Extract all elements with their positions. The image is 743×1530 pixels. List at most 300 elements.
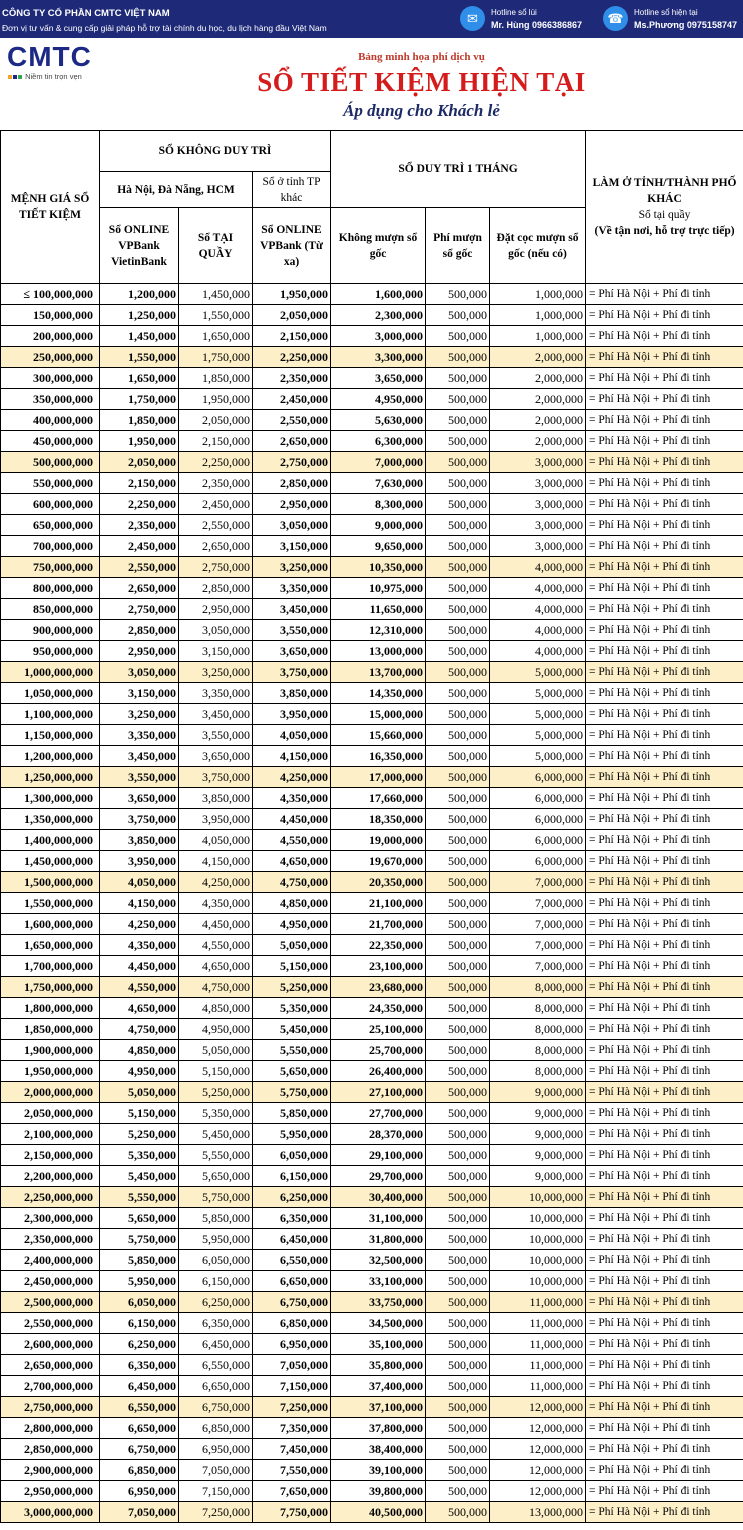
table-cell: 5,750,000 bbox=[179, 1187, 253, 1208]
table-cell: 500,000 bbox=[426, 326, 490, 347]
table-cell: 500,000 bbox=[426, 704, 490, 725]
table-cell: = Phí Hà Nội + Phí đi tỉnh bbox=[586, 725, 743, 746]
table-cell: 10,000,000 bbox=[490, 1271, 586, 1292]
table-cell: 3,550,000 bbox=[100, 767, 179, 788]
table-cell: 500,000 bbox=[426, 473, 490, 494]
table-cell: = Phí Hà Nội + Phí đi tỉnh bbox=[586, 620, 743, 641]
table-cell: 650,000,000 bbox=[1, 515, 100, 536]
table-cell: 5,350,000 bbox=[253, 998, 331, 1019]
table-cell: 4,050,000 bbox=[100, 872, 179, 893]
hotline-hien-tai-label: Hotline sổ hiện tại bbox=[634, 8, 698, 17]
table-cell: 250,000,000 bbox=[1, 347, 100, 368]
table-cell: = Phí Hà Nội + Phí đi tỉnh bbox=[586, 830, 743, 851]
table-cell: 4,250,000 bbox=[253, 767, 331, 788]
table-cell: 3,050,000 bbox=[179, 620, 253, 641]
table-cell: 2,750,000,000 bbox=[1, 1397, 100, 1418]
table-cell: 5,150,000 bbox=[253, 956, 331, 977]
table-cell: 2,700,000,000 bbox=[1, 1376, 100, 1397]
table-cell: 23,100,000 bbox=[331, 956, 426, 977]
table-cell: 2,550,000 bbox=[179, 515, 253, 536]
table-cell: 500,000 bbox=[426, 767, 490, 788]
table-cell: 1,000,000 bbox=[490, 305, 586, 326]
table-cell: 3,250,000 bbox=[100, 704, 179, 725]
table-cell: 3,000,000 bbox=[490, 515, 586, 536]
table-cell: 500,000 bbox=[426, 1229, 490, 1250]
table-cell: 31,100,000 bbox=[331, 1208, 426, 1229]
table-cell: 2,550,000 bbox=[253, 410, 331, 431]
table-row bbox=[1, 893, 743, 914]
table-cell: 1,600,000 bbox=[331, 284, 426, 305]
table-cell: 6,650,000 bbox=[179, 1376, 253, 1397]
table-cell: 30,400,000 bbox=[331, 1187, 426, 1208]
table-cell: 1,700,000,000 bbox=[1, 956, 100, 977]
table-cell: 2,400,000,000 bbox=[1, 1250, 100, 1271]
table-cell: 500,000 bbox=[426, 1376, 490, 1397]
table-row bbox=[1, 809, 743, 830]
table-cell: = Phí Hà Nội + Phí đi tỉnh bbox=[586, 452, 743, 473]
table-cell: 23,680,000 bbox=[331, 977, 426, 998]
table-cell: 500,000 bbox=[426, 1061, 490, 1082]
table-cell: 1,150,000,000 bbox=[1, 725, 100, 746]
table-cell: = Phí Hà Nội + Phí đi tỉnh bbox=[586, 893, 743, 914]
table-row bbox=[1, 767, 743, 788]
header-dat-coc: Đặt cọc mượn sổ gốc (nếu có) bbox=[490, 208, 586, 284]
table-cell: 3,650,000 bbox=[179, 746, 253, 767]
table-row bbox=[1, 830, 743, 851]
table-row bbox=[1, 494, 743, 515]
table-cell: 21,100,000 bbox=[331, 893, 426, 914]
company-tagline: Đơn vị tư vấn & cung cấp giải pháp hỗ trợ tài chính du học, du lịch hàng đầu Việt Nam bbox=[2, 23, 327, 33]
table-row bbox=[1, 473, 743, 494]
table-cell: 6,950,000 bbox=[100, 1481, 179, 1502]
table-cell: 4,750,000 bbox=[253, 872, 331, 893]
table-cell: 2,650,000 bbox=[100, 578, 179, 599]
table-cell: = Phí Hà Nội + Phí đi tỉnh bbox=[586, 872, 743, 893]
table-cell: 3,250,000 bbox=[253, 557, 331, 578]
table-cell: 500,000 bbox=[426, 305, 490, 326]
table-cell: 2,000,000 bbox=[490, 431, 586, 452]
table-cell: 3,650,000 bbox=[253, 641, 331, 662]
table-cell: 4,150,000 bbox=[100, 893, 179, 914]
table-cell: = Phí Hà Nội + Phí đi tỉnh bbox=[586, 410, 743, 431]
table-cell: 2,150,000 bbox=[253, 326, 331, 347]
table-cell: 6,150,000 bbox=[253, 1166, 331, 1187]
table-cell: 6,250,000 bbox=[253, 1187, 331, 1208]
table-row bbox=[1, 347, 743, 368]
table-cell: 6,350,000 bbox=[100, 1355, 179, 1376]
table-cell: 500,000 bbox=[426, 389, 490, 410]
table-cell: 16,350,000 bbox=[331, 746, 426, 767]
table-cell: 1,250,000 bbox=[100, 305, 179, 326]
table-row bbox=[1, 662, 743, 683]
table-row bbox=[1, 389, 743, 410]
table-cell: 1,550,000 bbox=[100, 347, 179, 368]
table-cell: 4,000,000 bbox=[490, 620, 586, 641]
table-body bbox=[1, 284, 743, 1523]
top-bar bbox=[0, 0, 743, 38]
table-cell: 27,700,000 bbox=[331, 1103, 426, 1124]
table-cell: = Phí Hà Nội + Phí đi tỉnh bbox=[586, 767, 743, 788]
table-cell: 6,000,000 bbox=[490, 767, 586, 788]
table-cell: 10,350,000 bbox=[331, 557, 426, 578]
table-cell: 7,250,000 bbox=[179, 1502, 253, 1523]
header-menh-gia: MỆNH GIÁ SỔ TIẾT KIỆM bbox=[1, 131, 100, 284]
table-cell: 1,650,000 bbox=[100, 368, 179, 389]
table-row bbox=[1, 935, 743, 956]
table-cell: 4,450,000 bbox=[100, 956, 179, 977]
table-cell: 7,000,000 bbox=[490, 893, 586, 914]
table-cell: 5,150,000 bbox=[100, 1103, 179, 1124]
table-cell: 5,050,000 bbox=[179, 1040, 253, 1061]
table-cell: 4,350,000 bbox=[179, 893, 253, 914]
table-cell: 6,250,000 bbox=[100, 1334, 179, 1355]
table-cell: 2,000,000,000 bbox=[1, 1082, 100, 1103]
table-cell: = Phí Hà Nội + Phí đi tỉnh bbox=[586, 935, 743, 956]
table-cell: 5,000,000 bbox=[490, 746, 586, 767]
table-cell: 6,050,000 bbox=[179, 1250, 253, 1271]
table-cell: 2,450,000 bbox=[253, 389, 331, 410]
table-cell: = Phí Hà Nội + Phí đi tỉnh bbox=[586, 809, 743, 830]
table-cell: 3,000,000 bbox=[490, 494, 586, 515]
table-cell: 26,400,000 bbox=[331, 1061, 426, 1082]
table-cell: 4,450,000 bbox=[179, 914, 253, 935]
table-cell: 500,000 bbox=[426, 662, 490, 683]
table-row bbox=[1, 1502, 743, 1523]
table-cell: = Phí Hà Nội + Phí đi tỉnh bbox=[586, 1019, 743, 1040]
hotline-lui-label: Hotline sổ lùi bbox=[491, 8, 537, 17]
table-cell: 5,250,000 bbox=[253, 977, 331, 998]
table-cell: 29,700,000 bbox=[331, 1166, 426, 1187]
table-row bbox=[1, 1334, 743, 1355]
table-cell: 4,550,000 bbox=[100, 977, 179, 998]
header-tai-quay: Sổ TẠI QUẦY bbox=[179, 208, 253, 284]
table-cell: 4,650,000 bbox=[179, 956, 253, 977]
table-cell: 3,750,000 bbox=[100, 809, 179, 830]
table-cell: 500,000 bbox=[426, 410, 490, 431]
table-cell: 17,660,000 bbox=[331, 788, 426, 809]
hotline-hien-tai-number[interactable]: Ms.Phương 0975158747 bbox=[634, 20, 737, 30]
table-cell: 1,800,000,000 bbox=[1, 998, 100, 1019]
table-cell: 550,000,000 bbox=[1, 473, 100, 494]
table-cell: 6,750,000 bbox=[179, 1397, 253, 1418]
table-row bbox=[1, 1376, 743, 1397]
table-cell: 4,350,000 bbox=[100, 935, 179, 956]
table-cell: 9,000,000 bbox=[490, 1124, 586, 1145]
table-cell: = Phí Hà Nội + Phí đi tỉnh bbox=[586, 746, 743, 767]
table-cell: 5,850,000 bbox=[253, 1103, 331, 1124]
table-cell: 2,200,000,000 bbox=[1, 1166, 100, 1187]
table-cell: 2,150,000,000 bbox=[1, 1145, 100, 1166]
table-cell: 11,000,000 bbox=[490, 1376, 586, 1397]
table-cell: 6,650,000 bbox=[253, 1271, 331, 1292]
table-cell: 27,100,000 bbox=[331, 1082, 426, 1103]
table-row bbox=[1, 536, 743, 557]
table-cell: 500,000 bbox=[426, 746, 490, 767]
table-cell: 11,000,000 bbox=[490, 1334, 586, 1355]
table-cell: 2,650,000,000 bbox=[1, 1355, 100, 1376]
table-cell: 2,150,000 bbox=[100, 473, 179, 494]
table-row bbox=[1, 1040, 743, 1061]
table-cell: 2,350,000 bbox=[179, 473, 253, 494]
table-cell: 2,500,000,000 bbox=[1, 1292, 100, 1313]
table-row bbox=[1, 998, 743, 1019]
table-cell: = Phí Hà Nội + Phí đi tỉnh bbox=[586, 1292, 743, 1313]
table-cell: 7,000,000 bbox=[490, 872, 586, 893]
table-cell: = Phí Hà Nội + Phí đi tỉnh bbox=[586, 1229, 743, 1250]
hotline-lui-number[interactable]: Mr. Hùng 0966386867 bbox=[491, 20, 583, 30]
table-cell: 5,550,000 bbox=[100, 1187, 179, 1208]
table-row bbox=[1, 305, 743, 326]
header-duy-tri: SỔ DUY TRÌ 1 THÁNG bbox=[331, 131, 586, 208]
table-cell: 6,250,000 bbox=[179, 1292, 253, 1313]
table-cell: 3,350,000 bbox=[179, 683, 253, 704]
table-cell: 500,000 bbox=[426, 1166, 490, 1187]
table-row bbox=[1, 1208, 743, 1229]
table-cell: 7,550,000 bbox=[253, 1460, 331, 1481]
table-cell: 500,000 bbox=[426, 872, 490, 893]
table-cell: 38,400,000 bbox=[331, 1439, 426, 1460]
table-row bbox=[1, 956, 743, 977]
table-cell: 3,450,000 bbox=[100, 746, 179, 767]
table-cell: 1,950,000 bbox=[100, 431, 179, 452]
table-cell: 13,700,000 bbox=[331, 662, 426, 683]
table-cell: = Phí Hà Nội + Phí đi tỉnh bbox=[586, 1376, 743, 1397]
table-cell: 900,000,000 bbox=[1, 620, 100, 641]
table-cell: 2,250,000,000 bbox=[1, 1187, 100, 1208]
table-cell: 6,000,000 bbox=[490, 851, 586, 872]
table-cell: 2,550,000,000 bbox=[1, 1313, 100, 1334]
table-cell: 3,950,000 bbox=[100, 851, 179, 872]
table-cell: 1,350,000,000 bbox=[1, 809, 100, 830]
table-cell: 5,000,000 bbox=[490, 725, 586, 746]
table-cell: 39,800,000 bbox=[331, 1481, 426, 1502]
table-cell: = Phí Hà Nội + Phí đi tỉnh bbox=[586, 578, 743, 599]
header-tinh-khac: Sổ ở tỉnh TP khác bbox=[253, 172, 331, 208]
table-cell: 33,100,000 bbox=[331, 1271, 426, 1292]
table-cell: 11,000,000 bbox=[490, 1292, 586, 1313]
table-cell: 11,650,000 bbox=[331, 599, 426, 620]
table-cell: 3,150,000 bbox=[179, 641, 253, 662]
page-title: SỔ TIẾT KIỆM HIỆN TẠI bbox=[257, 67, 586, 97]
table-cell: 3,850,000 bbox=[179, 788, 253, 809]
table-cell: 2,350,000,000 bbox=[1, 1229, 100, 1250]
table-cell: 6,450,000 bbox=[253, 1229, 331, 1250]
table-row bbox=[1, 1124, 743, 1145]
table-cell: = Phí Hà Nội + Phí đi tỉnh bbox=[586, 1502, 743, 1523]
table-cell: 7,350,000 bbox=[253, 1418, 331, 1439]
table-cell: 7,450,000 bbox=[253, 1439, 331, 1460]
table-cell: 9,000,000 bbox=[490, 1103, 586, 1124]
apply-note: Áp dụng cho Khách lẻ bbox=[343, 101, 500, 120]
table-cell: 500,000 bbox=[426, 599, 490, 620]
table-cell: 6,950,000 bbox=[179, 1439, 253, 1460]
table-cell: 500,000 bbox=[426, 641, 490, 662]
table-cell: 4,950,000 bbox=[179, 1019, 253, 1040]
table-cell: 8,000,000 bbox=[490, 977, 586, 998]
table-cell: 6,300,000 bbox=[331, 431, 426, 452]
table-cell: 500,000 bbox=[426, 515, 490, 536]
table-cell: 5,950,000 bbox=[179, 1229, 253, 1250]
table-cell: 2,850,000 bbox=[179, 578, 253, 599]
page-header bbox=[0, 38, 743, 131]
table-cell: 15,660,000 bbox=[331, 725, 426, 746]
table-cell: 500,000 bbox=[426, 1250, 490, 1271]
email-icon: ✉ bbox=[460, 6, 485, 31]
header-online: Sổ ONLINE VPBank VietinBank bbox=[100, 208, 179, 284]
table-row bbox=[1, 977, 743, 998]
header-phi-muon: Phí mượn sổ gốc bbox=[426, 208, 490, 284]
table-cell: 500,000 bbox=[426, 1418, 490, 1439]
table-cell: 500,000 bbox=[426, 578, 490, 599]
table-cell: 1,300,000,000 bbox=[1, 788, 100, 809]
table-cell: 3,050,000 bbox=[253, 515, 331, 536]
table-cell: = Phí Hà Nội + Phí đi tỉnh bbox=[586, 1481, 743, 1502]
table-cell: 500,000 bbox=[426, 452, 490, 473]
table-cell: = Phí Hà Nội + Phí đi tỉnh bbox=[586, 1271, 743, 1292]
table-row bbox=[1, 683, 743, 704]
table-cell: 500,000 bbox=[426, 1019, 490, 1040]
table-cell: 2,950,000 bbox=[253, 494, 331, 515]
table-cell: 6,000,000 bbox=[490, 830, 586, 851]
table-cell: 500,000 bbox=[426, 1103, 490, 1124]
table-cell: 10,000,000 bbox=[490, 1250, 586, 1271]
table-cell: 5,950,000 bbox=[100, 1271, 179, 1292]
table-cell: 1,200,000 bbox=[100, 284, 179, 305]
table-cell: = Phí Hà Nội + Phí đi tỉnh bbox=[586, 494, 743, 515]
table-cell: 4,750,000 bbox=[100, 1019, 179, 1040]
table-cell: 500,000 bbox=[426, 1208, 490, 1229]
table-cell: = Phí Hà Nội + Phí đi tỉnh bbox=[586, 641, 743, 662]
table-cell: 750,000,000 bbox=[1, 557, 100, 578]
table-cell: = Phí Hà Nội + Phí đi tỉnh bbox=[586, 704, 743, 725]
table-cell: 9,000,000 bbox=[490, 1082, 586, 1103]
table-row bbox=[1, 1082, 743, 1103]
table-row bbox=[1, 1271, 743, 1292]
table-cell: 32,500,000 bbox=[331, 1250, 426, 1271]
table-cell: 3,000,000,000 bbox=[1, 1502, 100, 1523]
table-cell: 10,000,000 bbox=[490, 1187, 586, 1208]
header-ve-tan-noi: (Về tận nơi, hỗ trợ trực tiếp) bbox=[594, 225, 735, 237]
table-cell: 500,000 bbox=[426, 1481, 490, 1502]
table-cell: 850,000,000 bbox=[1, 599, 100, 620]
table-cell: 1,750,000 bbox=[179, 347, 253, 368]
table-cell: 4,750,000 bbox=[179, 977, 253, 998]
table-cell: 500,000 bbox=[426, 809, 490, 830]
table-cell: 500,000 bbox=[426, 1460, 490, 1481]
table-cell: 500,000,000 bbox=[1, 452, 100, 473]
table-cell: 1,100,000,000 bbox=[1, 704, 100, 725]
table-cell: = Phí Hà Nội + Phí đi tỉnh bbox=[586, 1418, 743, 1439]
table-row bbox=[1, 1439, 743, 1460]
table-row bbox=[1, 620, 743, 641]
table-cell: 19,000,000 bbox=[331, 830, 426, 851]
table-cell: 2,100,000,000 bbox=[1, 1124, 100, 1145]
table-cell: 3,000,000 bbox=[490, 536, 586, 557]
table-cell: 200,000,000 bbox=[1, 326, 100, 347]
table-cell: 5,250,000 bbox=[179, 1082, 253, 1103]
table-cell: 4,000,000 bbox=[490, 599, 586, 620]
table-cell: 14,350,000 bbox=[331, 683, 426, 704]
table-cell: = Phí Hà Nội + Phí đi tỉnh bbox=[586, 284, 743, 305]
table-cell: 7,750,000 bbox=[253, 1502, 331, 1523]
table-cell: 18,350,000 bbox=[331, 809, 426, 830]
table-cell: 6,350,000 bbox=[179, 1313, 253, 1334]
table-cell: 500,000 bbox=[426, 935, 490, 956]
table-cell: 6,750,000 bbox=[100, 1439, 179, 1460]
table-cell: 39,100,000 bbox=[331, 1460, 426, 1481]
table-cell: 500,000 bbox=[426, 1082, 490, 1103]
table-cell: 4,950,000 bbox=[253, 914, 331, 935]
table-cell: 2,150,000 bbox=[179, 431, 253, 452]
table-cell: 3,950,000 bbox=[253, 704, 331, 725]
table-row bbox=[1, 431, 743, 452]
table-cell: 5,750,000 bbox=[253, 1082, 331, 1103]
table-row bbox=[1, 851, 743, 872]
table-cell: 25,100,000 bbox=[331, 1019, 426, 1040]
table-cell: = Phí Hà Nội + Phí đi tỉnh bbox=[586, 1166, 743, 1187]
table-cell: 4,850,000 bbox=[100, 1040, 179, 1061]
table-cell: 3,950,000 bbox=[179, 809, 253, 830]
table-cell: 500,000 bbox=[426, 851, 490, 872]
table-cell: 6,050,000 bbox=[253, 1145, 331, 1166]
table-cell: 5,350,000 bbox=[179, 1103, 253, 1124]
table-cell: 5,000,000 bbox=[490, 704, 586, 725]
table-cell: 500,000 bbox=[426, 725, 490, 746]
table-cell: 1,050,000,000 bbox=[1, 683, 100, 704]
table-cell: 2,450,000 bbox=[100, 536, 179, 557]
table-cell: 7,000,000 bbox=[490, 956, 586, 977]
table-row bbox=[1, 1250, 743, 1271]
table-row bbox=[1, 1229, 743, 1250]
table-cell: 2,750,000 bbox=[100, 599, 179, 620]
logo: CMTC bbox=[7, 41, 92, 72]
table-cell: = Phí Hà Nội + Phí đi tỉnh bbox=[586, 389, 743, 410]
table-cell: 25,700,000 bbox=[331, 1040, 426, 1061]
table-cell: 2,800,000,000 bbox=[1, 1418, 100, 1439]
table-cell: 500,000 bbox=[426, 977, 490, 998]
table-row bbox=[1, 788, 743, 809]
table-cell: 2,850,000,000 bbox=[1, 1439, 100, 1460]
table-cell: 5,650,000 bbox=[100, 1208, 179, 1229]
table-cell: 5,650,000 bbox=[179, 1166, 253, 1187]
table-cell: 7,150,000 bbox=[179, 1481, 253, 1502]
header-lam-o-tinh bbox=[586, 131, 743, 284]
table-cell: 33,750,000 bbox=[331, 1292, 426, 1313]
table-cell: 1,600,000,000 bbox=[1, 914, 100, 935]
table-cell: 500,000 bbox=[426, 998, 490, 1019]
table-cell: 500,000 bbox=[426, 683, 490, 704]
table-cell: 4,350,000 bbox=[253, 788, 331, 809]
table-cell: 2,250,000 bbox=[179, 452, 253, 473]
table-cell: = Phí Hà Nội + Phí đi tỉnh bbox=[586, 536, 743, 557]
table-cell: 3,000,000 bbox=[331, 326, 426, 347]
table-row bbox=[1, 368, 743, 389]
table-cell: 500,000 bbox=[426, 1040, 490, 1061]
table-row bbox=[1, 746, 743, 767]
table-cell: 8,000,000 bbox=[490, 1040, 586, 1061]
table-cell: 5,350,000 bbox=[100, 1145, 179, 1166]
table-cell: 500,000 bbox=[426, 557, 490, 578]
table-cell: 1,000,000 bbox=[490, 326, 586, 347]
table-row bbox=[1, 914, 743, 935]
table-cell: = Phí Hà Nội + Phí đi tỉnh bbox=[586, 662, 743, 683]
table-cell: 3,650,000 bbox=[331, 368, 426, 389]
table-cell: 2,000,000 bbox=[490, 410, 586, 431]
table-row bbox=[1, 1460, 743, 1481]
table-cell: 2,450,000 bbox=[179, 494, 253, 515]
table-cell: 2,900,000,000 bbox=[1, 1460, 100, 1481]
table-cell: 2,050,000,000 bbox=[1, 1103, 100, 1124]
